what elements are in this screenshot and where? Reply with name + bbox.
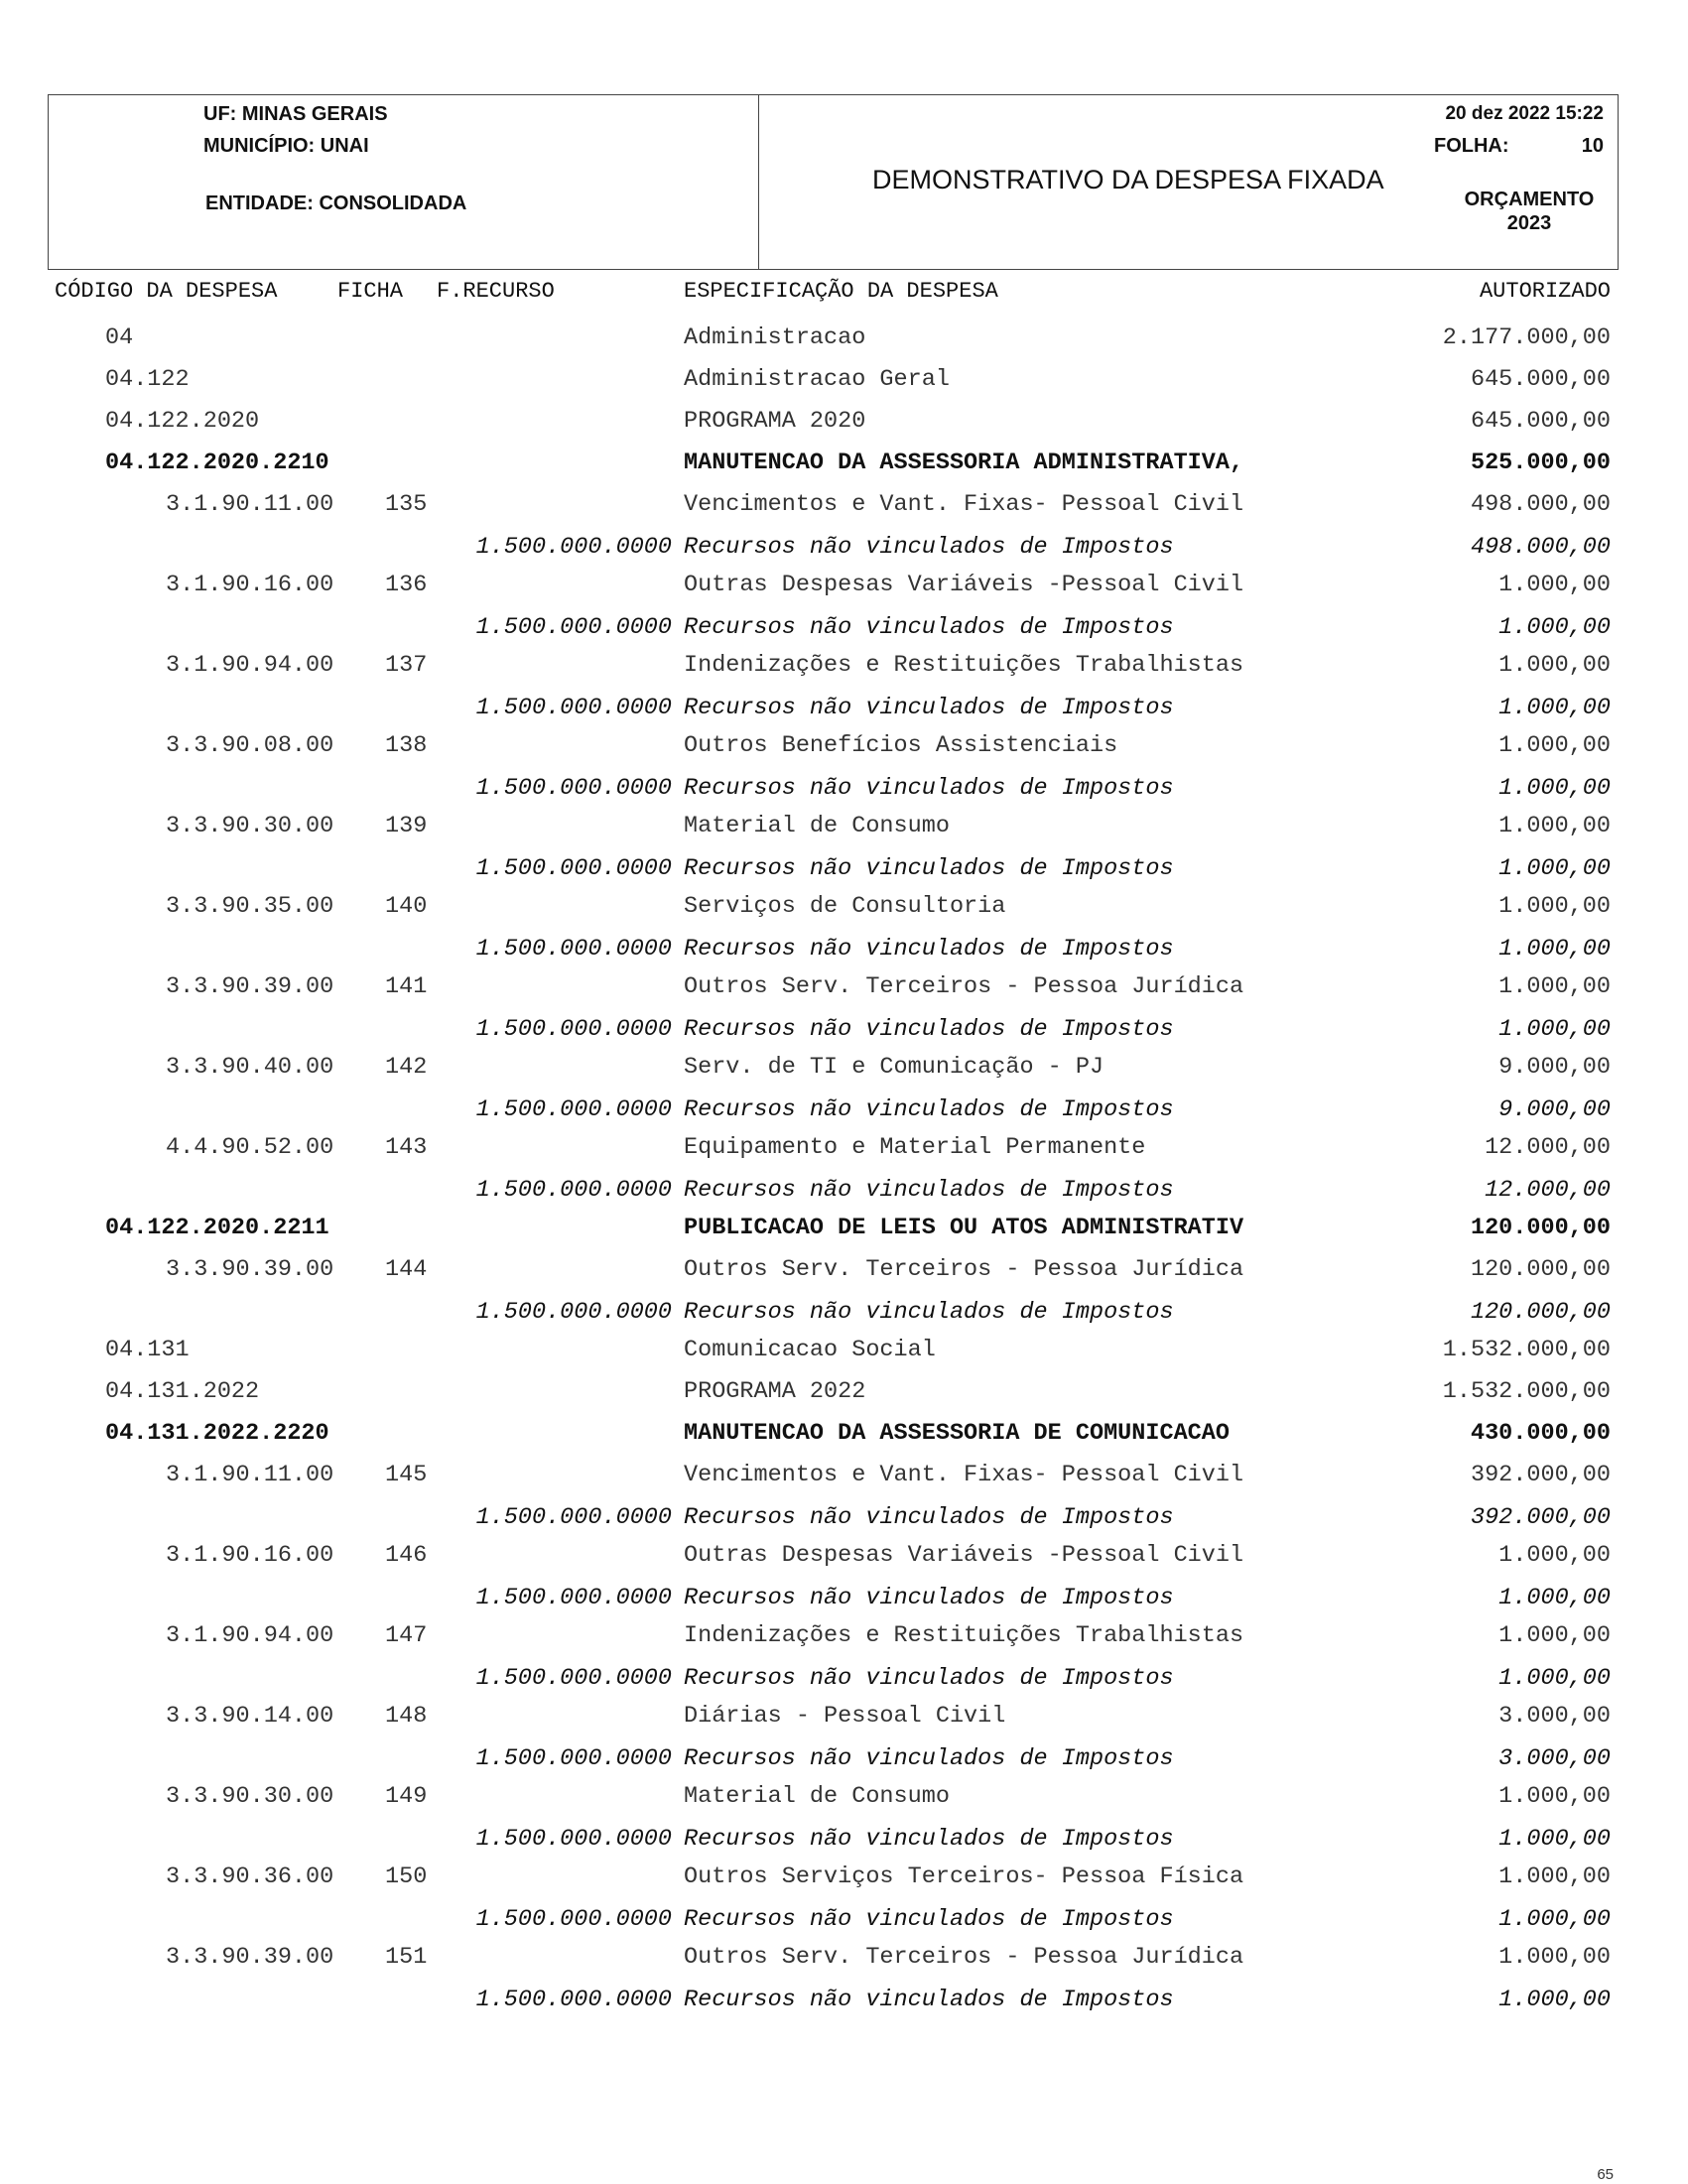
table-row — [0, 1054, 1688, 1084]
uf-label: UF: MINAS GERAIS — [203, 103, 388, 125]
row-amount: 1.000,00 — [1498, 893, 1611, 920]
table-row — [0, 813, 1688, 842]
table-row — [0, 366, 1688, 396]
row-ficha: 137 — [385, 652, 428, 679]
table-row — [0, 1863, 1688, 1893]
row-code: 3.3.90.30.00 — [166, 813, 334, 839]
table-row — [0, 1378, 1688, 1408]
row-fonte: 1.500.000.0000 — [475, 1096, 672, 1123]
row-code: 3.3.90.40.00 — [166, 1054, 334, 1081]
row-description: Indenizações e Restituições Trabalhistas — [684, 652, 1244, 679]
row-description: Outras Despesas Variáveis -Pessoal Civil — [684, 572, 1244, 598]
row-fonte: 1.500.000.0000 — [475, 1987, 672, 2013]
row-amount: 2.177.000,00 — [1442, 324, 1611, 351]
row-amount: 12.000,00 — [1485, 1177, 1611, 1204]
row-fonte: 1.500.000.0000 — [475, 614, 672, 641]
row-description: Recursos não vinculados de Impostos — [684, 1987, 1174, 2013]
table-row — [0, 695, 1688, 724]
table-row — [0, 1177, 1688, 1207]
report-header — [48, 94, 1619, 270]
table-row — [0, 1622, 1688, 1652]
row-code: 04.122 — [105, 366, 190, 393]
row-code: 3.3.90.39.00 — [166, 1256, 334, 1283]
row-description: Outros Benefícios Assistenciais — [684, 732, 1118, 759]
row-description: Recursos não vinculados de Impostos — [684, 1826, 1174, 1853]
table-row — [0, 1504, 1688, 1534]
table-row — [0, 1096, 1688, 1126]
row-amount: 1.000,00 — [1498, 1016, 1611, 1043]
row-code: 4.4.90.52.00 — [166, 1134, 334, 1161]
row-amount: 1.000,00 — [1498, 813, 1611, 839]
row-description: Recursos não vinculados de Impostos — [684, 855, 1174, 882]
table-row — [0, 1585, 1688, 1614]
row-amount: 645.000,00 — [1470, 366, 1611, 393]
row-fonte: 1.500.000.0000 — [475, 1906, 672, 1933]
table-row — [0, 1420, 1688, 1450]
table-row — [0, 936, 1688, 965]
row-amount: 392.000,00 — [1470, 1462, 1611, 1488]
row-code: 04.122.2020 — [105, 408, 260, 435]
row-description: Material de Consumo — [684, 813, 950, 839]
row-code: 3.1.90.11.00 — [166, 1462, 334, 1488]
row-amount: 1.000,00 — [1498, 695, 1611, 721]
row-code: 3.3.90.14.00 — [166, 1703, 334, 1730]
row-amount: 12.000,00 — [1485, 1134, 1611, 1161]
row-amount: 120.000,00 — [1470, 1215, 1611, 1241]
row-amount: 9.000,00 — [1498, 1054, 1611, 1081]
report-datetime: 20 dez 2022 15:22 — [1445, 103, 1604, 124]
row-description: Recursos não vinculados de Impostos — [684, 775, 1174, 802]
row-description: PUBLICACAO DE LEIS OU ATOS ADMINISTRATIV — [684, 1215, 1244, 1241]
row-code: 3.3.90.08.00 — [166, 732, 334, 759]
table-row — [0, 1745, 1688, 1775]
row-fonte: 1.500.000.0000 — [475, 695, 672, 721]
row-code: 3.3.90.30.00 — [166, 1783, 334, 1810]
row-amount: 1.000,00 — [1498, 1826, 1611, 1853]
folha-value: 10 — [1581, 135, 1604, 157]
row-description: Serviços de Consultoria — [684, 893, 1006, 920]
row-amount: 1.000,00 — [1498, 614, 1611, 641]
row-description: Serv. de TI e Comunicação - PJ — [684, 1054, 1104, 1081]
row-description: Recursos não vinculados de Impostos — [684, 1096, 1174, 1123]
municipio-label: MUNICÍPIO: UNAI — [203, 135, 369, 157]
header-divider — [758, 95, 759, 269]
row-fonte: 1.500.000.0000 — [475, 1177, 672, 1204]
row-code: 04.122.2020.2210 — [105, 450, 329, 476]
row-ficha: 148 — [385, 1703, 428, 1730]
row-amount: 1.000,00 — [1498, 855, 1611, 882]
row-amount: 1.532.000,00 — [1442, 1378, 1611, 1405]
row-description: Outros Serv. Terceiros - Pessoa Jurídica — [684, 1944, 1244, 1971]
row-fonte: 1.500.000.0000 — [475, 1826, 672, 1853]
row-amount: 1.000,00 — [1498, 1906, 1611, 1933]
table-row — [0, 855, 1688, 885]
table-row — [0, 973, 1688, 1003]
row-amount: 1.000,00 — [1498, 1622, 1611, 1649]
report-title: DEMONSTRATIVO DA DESPESA FIXADA — [872, 165, 1384, 194]
row-description: Administracao — [684, 324, 866, 351]
table-row — [0, 1215, 1688, 1244]
folha-label: FOLHA: — [1434, 135, 1509, 157]
row-amount: 1.000,00 — [1498, 775, 1611, 802]
row-ficha: 151 — [385, 1944, 428, 1971]
row-code: 3.1.90.94.00 — [166, 1622, 334, 1649]
table-row — [0, 1703, 1688, 1733]
row-description: MANUTENCAO DA ASSESSORIA DE COMUNICACAO — [684, 1420, 1230, 1447]
row-description: Outros Serv. Terceiros - Pessoa Jurídica — [684, 1256, 1244, 1283]
table-row — [0, 1826, 1688, 1856]
table-row — [0, 1944, 1688, 1974]
table-row — [0, 450, 1688, 479]
row-description: MANUTENCAO DA ASSESSORIA ADMINISTRATIVA, — [684, 450, 1244, 476]
row-description: Recursos não vinculados de Impostos — [684, 1504, 1174, 1531]
row-code: 3.3.90.39.00 — [166, 1944, 334, 1971]
row-description: Equipamento e Material Permanente — [684, 1134, 1146, 1161]
row-ficha: 139 — [385, 813, 428, 839]
row-ficha: 140 — [385, 893, 428, 920]
row-ficha: 142 — [385, 1054, 428, 1081]
row-fonte: 1.500.000.0000 — [475, 855, 672, 882]
row-amount: 645.000,00 — [1470, 408, 1611, 435]
row-description: Recursos não vinculados de Impostos — [684, 1299, 1174, 1326]
row-description: Outros Serv. Terceiros - Pessoa Jurídica — [684, 973, 1244, 1000]
row-fonte: 1.500.000.0000 — [475, 936, 672, 963]
row-ficha: 144 — [385, 1256, 428, 1283]
row-fonte: 1.500.000.0000 — [475, 1665, 672, 1692]
row-fonte: 1.500.000.0000 — [475, 1745, 672, 1772]
row-amount: 1.000,00 — [1498, 1665, 1611, 1692]
row-amount: 1.000,00 — [1498, 1944, 1611, 1971]
row-amount: 1.000,00 — [1498, 572, 1611, 598]
table-row — [0, 1134, 1688, 1164]
row-description: Recursos não vinculados de Impostos — [684, 1016, 1174, 1043]
row-fonte: 1.500.000.0000 — [475, 1299, 672, 1326]
row-description: Comunicacao Social — [684, 1337, 936, 1363]
table-row — [0, 732, 1688, 762]
row-code: 3.1.90.16.00 — [166, 1542, 334, 1569]
table-row — [0, 408, 1688, 438]
row-code: 04.131 — [105, 1337, 190, 1363]
row-code: 04.122.2020.2211 — [105, 1215, 329, 1241]
row-amount: 1.000,00 — [1498, 973, 1611, 1000]
table-row — [0, 1542, 1688, 1572]
row-amount: 3.000,00 — [1498, 1745, 1611, 1772]
col-recurso: F.RECURSO — [437, 279, 555, 304]
table-row — [0, 1906, 1688, 1936]
col-especificacao: ESPECIFICAÇÃO DA DESPESA — [684, 279, 998, 304]
row-ficha: 138 — [385, 732, 428, 759]
col-codigo: CÓDIGO DA DESPESA — [55, 279, 278, 304]
row-fonte: 1.500.000.0000 — [475, 1585, 672, 1611]
row-ficha: 141 — [385, 973, 428, 1000]
row-description: Recursos não vinculados de Impostos — [684, 1745, 1174, 1772]
row-ficha: 136 — [385, 572, 428, 598]
row-description: Recursos não vinculados de Impostos — [684, 1585, 1174, 1611]
row-amount: 1.000,00 — [1498, 936, 1611, 963]
row-description: Outras Despesas Variáveis -Pessoal Civil — [684, 1542, 1244, 1569]
row-amount: 120.000,00 — [1470, 1256, 1611, 1283]
row-description: PROGRAMA 2020 — [684, 408, 866, 435]
row-code: 3.1.90.11.00 — [166, 491, 334, 518]
table-row — [0, 1462, 1688, 1491]
row-ficha: 145 — [385, 1462, 428, 1488]
table-row — [0, 1016, 1688, 1046]
row-amount: 1.000,00 — [1498, 732, 1611, 759]
row-amount: 3.000,00 — [1498, 1703, 1611, 1730]
row-ficha: 147 — [385, 1622, 428, 1649]
row-amount: 1.000,00 — [1498, 1863, 1611, 1890]
row-amount: 498.000,00 — [1470, 491, 1611, 518]
table-row — [0, 893, 1688, 923]
row-amount: 1.000,00 — [1498, 1585, 1611, 1611]
row-code: 3.3.90.39.00 — [166, 973, 334, 1000]
row-description: Outros Serviços Terceiros- Pessoa Física — [684, 1863, 1244, 1890]
row-amount: 1.000,00 — [1498, 652, 1611, 679]
row-code: 04 — [105, 324, 134, 351]
row-ficha: 135 — [385, 491, 428, 518]
row-amount: 1.000,00 — [1498, 1783, 1611, 1810]
row-description: PROGRAMA 2022 — [684, 1378, 866, 1405]
row-code: 3.1.90.94.00 — [166, 652, 334, 679]
table-row — [0, 1665, 1688, 1695]
row-description: Indenizações e Restituições Trabalhistas — [684, 1622, 1244, 1649]
row-amount: 392.000,00 — [1470, 1504, 1611, 1531]
row-description: Diárias - Pessoal Civil — [684, 1703, 1006, 1730]
row-ficha: 150 — [385, 1863, 428, 1890]
row-fonte: 1.500.000.0000 — [475, 1016, 672, 1043]
table-row — [0, 324, 1688, 354]
orcamento-year: 2023 — [1506, 212, 1552, 234]
row-code: 3.3.90.35.00 — [166, 893, 334, 920]
orcamento-label: ORÇAMENTO — [1464, 189, 1595, 210]
table-row — [0, 614, 1688, 644]
table-row — [0, 1337, 1688, 1366]
row-code: 3.3.90.36.00 — [166, 1863, 334, 1890]
col-autorizado: AUTORIZADO — [1479, 279, 1611, 304]
table-row — [0, 775, 1688, 805]
entidade-label: ENTIDADE: CONSOLIDADA — [205, 193, 467, 214]
row-fonte: 1.500.000.0000 — [475, 1504, 672, 1531]
table-row — [0, 1299, 1688, 1329]
row-description: Recursos não vinculados de Impostos — [684, 1906, 1174, 1933]
row-fonte: 1.500.000.0000 — [475, 775, 672, 802]
table-row — [0, 534, 1688, 564]
row-amount: 1.000,00 — [1498, 1987, 1611, 2013]
table-row — [0, 491, 1688, 521]
row-code: 04.131.2022 — [105, 1378, 260, 1405]
table-row — [0, 572, 1688, 601]
row-code: 04.131.2022.2220 — [105, 1420, 329, 1447]
row-amount: 525.000,00 — [1470, 450, 1611, 476]
page-number: 65 — [1597, 2166, 1614, 2183]
row-description: Administracao Geral — [684, 366, 950, 393]
table-row — [0, 1987, 1688, 2016]
row-description: Recursos não vinculados de Impostos — [684, 1665, 1174, 1692]
row-amount: 498.000,00 — [1470, 534, 1611, 561]
row-fonte: 1.500.000.0000 — [475, 534, 672, 561]
row-description: Recursos não vinculados de Impostos — [684, 614, 1174, 641]
row-description: Recursos não vinculados de Impostos — [684, 534, 1174, 561]
row-amount: 430.000,00 — [1470, 1420, 1611, 1447]
row-amount: 1.000,00 — [1498, 1542, 1611, 1569]
row-description: Recursos não vinculados de Impostos — [684, 936, 1174, 963]
table-row — [0, 1256, 1688, 1286]
row-ficha: 149 — [385, 1783, 428, 1810]
row-description: Vencimentos e Vant. Fixas- Pessoal Civil — [684, 1462, 1244, 1488]
row-ficha: 143 — [385, 1134, 428, 1161]
col-ficha: FICHA — [337, 279, 404, 304]
row-amount: 9.000,00 — [1498, 1096, 1611, 1123]
row-ficha: 146 — [385, 1542, 428, 1569]
table-row — [0, 1783, 1688, 1813]
row-description: Material de Consumo — [684, 1783, 950, 1810]
row-description: Vencimentos e Vant. Fixas- Pessoal Civil — [684, 491, 1244, 518]
row-description: Recursos não vinculados de Impostos — [684, 1177, 1174, 1204]
row-code: 3.1.90.16.00 — [166, 572, 334, 598]
row-description: Recursos não vinculados de Impostos — [684, 695, 1174, 721]
row-amount: 120.000,00 — [1470, 1299, 1611, 1326]
table-row — [0, 652, 1688, 682]
row-amount: 1.532.000,00 — [1442, 1337, 1611, 1363]
